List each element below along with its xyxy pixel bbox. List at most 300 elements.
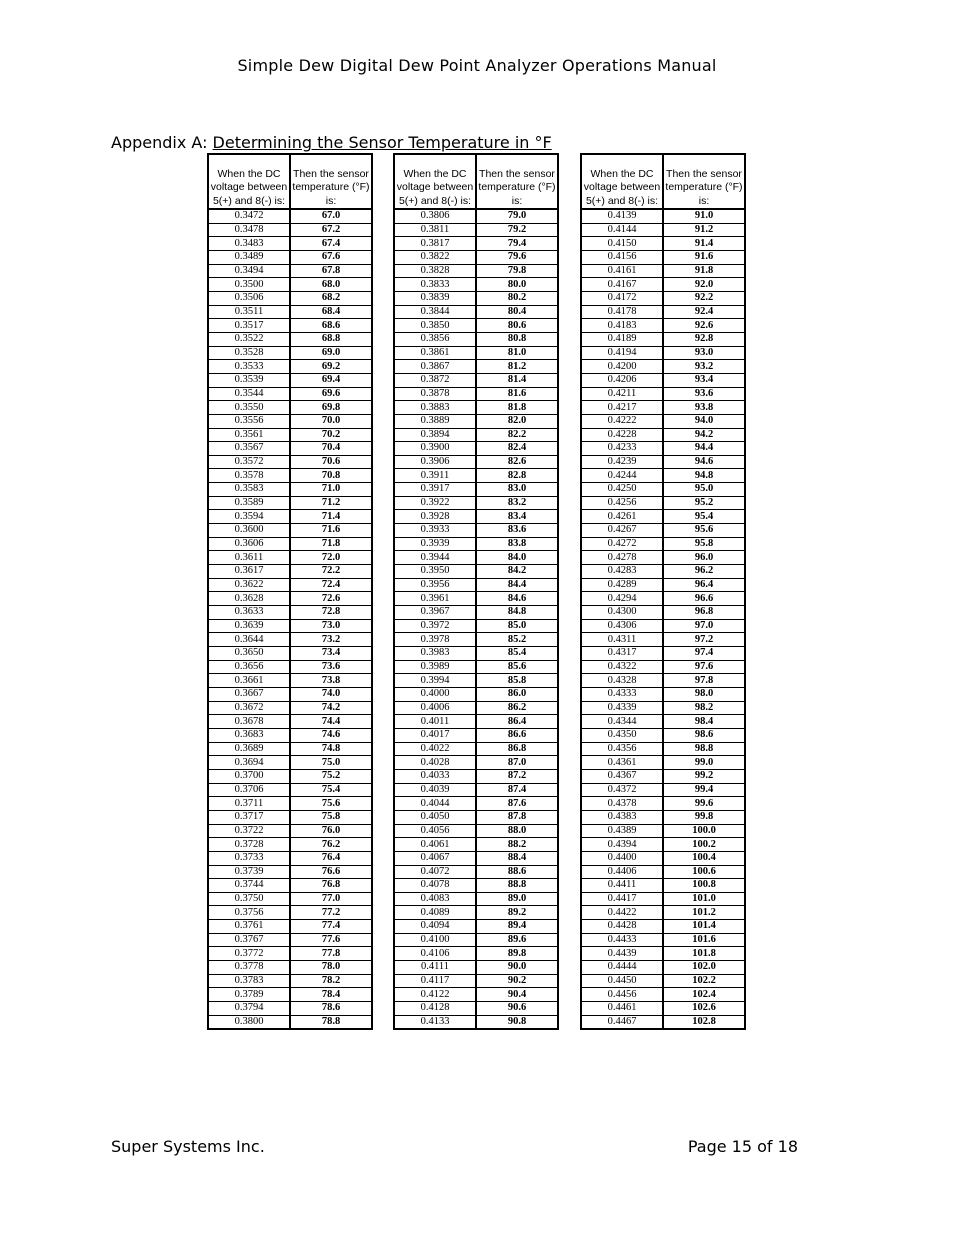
table-row <box>394 838 558 852</box>
voltage-cell: 0.4244 <box>581 469 663 483</box>
temperature-cell: 90.8 <box>476 1015 558 1029</box>
table-row <box>208 974 372 988</box>
voltage-cell: 0.4300 <box>581 606 663 620</box>
temperature-cell: 94.6 <box>663 455 745 469</box>
temperature-cell: 75.0 <box>290 756 372 770</box>
temperature-cell: 77.0 <box>290 892 372 906</box>
table-row <box>394 1015 558 1029</box>
voltage-cell: 0.3678 <box>208 715 290 729</box>
temperature-cell: 91.6 <box>663 250 745 264</box>
temperature-cell: 89.0 <box>476 892 558 906</box>
temperature-cell: 90.2 <box>476 974 558 988</box>
voltage-cell: 0.4222 <box>581 414 663 428</box>
table-row <box>394 879 558 893</box>
temperature-cell: 98.8 <box>663 742 745 756</box>
temperature-cell: 77.8 <box>290 947 372 961</box>
temperature-cell: 85.0 <box>476 619 558 633</box>
voltage-temp-table-3 <box>580 153 746 1030</box>
voltage-cell: 0.4411 <box>581 879 663 893</box>
table-row <box>208 551 372 565</box>
voltage-cell: 0.4194 <box>581 346 663 360</box>
table-row <box>394 988 558 1002</box>
voltage-cell: 0.3683 <box>208 728 290 742</box>
temperature-cell: 94.8 <box>663 469 745 483</box>
temperature-cell: 76.8 <box>290 879 372 893</box>
temperature-cell: 68.2 <box>290 291 372 305</box>
table-row <box>208 892 372 906</box>
table-row <box>581 606 745 620</box>
voltage-cell: 0.4139 <box>581 209 663 223</box>
voltage-cell: 0.4006 <box>394 701 476 715</box>
voltage-cell: 0.3994 <box>394 674 476 688</box>
temperature-cell: 77.4 <box>290 920 372 934</box>
temperature-cell: 86.8 <box>476 742 558 756</box>
table-row <box>208 797 372 811</box>
voltage-cell: 0.3494 <box>208 264 290 278</box>
temperature-cell: 80.6 <box>476 319 558 333</box>
table-row <box>581 947 745 961</box>
table-row <box>581 264 745 278</box>
voltage-cell: 0.3617 <box>208 565 290 579</box>
voltage-cell: 0.3728 <box>208 838 290 852</box>
voltage-cell: 0.4039 <box>394 783 476 797</box>
table-row <box>208 264 372 278</box>
table-row <box>581 319 745 333</box>
temperature-cell: 86.2 <box>476 701 558 715</box>
voltage-cell: 0.3733 <box>208 851 290 865</box>
table-row <box>394 797 558 811</box>
table-row <box>581 373 745 387</box>
voltage-cell: 0.3944 <box>394 551 476 565</box>
temperature-cell: 93.8 <box>663 401 745 415</box>
table-row <box>581 920 745 934</box>
table-row <box>581 305 745 319</box>
table-row <box>581 237 745 251</box>
voltage-cell: 0.4200 <box>581 360 663 374</box>
temperature-cell: 97.2 <box>663 633 745 647</box>
temperature-cell: 98.6 <box>663 728 745 742</box>
table-row <box>208 687 372 701</box>
temperature-cell: 82.4 <box>476 442 558 456</box>
voltage-cell: 0.3983 <box>394 647 476 661</box>
temperature-cell: 75.2 <box>290 769 372 783</box>
table-row <box>581 810 745 824</box>
voltage-cell: 0.4283 <box>581 565 663 579</box>
table-row <box>581 619 745 633</box>
voltage-cell: 0.4094 <box>394 920 476 934</box>
voltage-cell: 0.3917 <box>394 483 476 497</box>
table-row <box>394 455 558 469</box>
table-row <box>581 742 745 756</box>
temperature-column-header: Then the sensor temperature (°F) is: <box>663 154 745 209</box>
temperature-cell: 71.2 <box>290 496 372 510</box>
temperature-cell: 93.2 <box>663 360 745 374</box>
table-row <box>208 483 372 497</box>
temperature-cell: 68.6 <box>290 319 372 333</box>
temperature-cell: 69.6 <box>290 387 372 401</box>
temperature-cell: 91.8 <box>663 264 745 278</box>
table-row <box>394 906 558 920</box>
table-row <box>208 592 372 606</box>
temperature-cell: 81.6 <box>476 387 558 401</box>
temperature-cell: 99.6 <box>663 797 745 811</box>
temperature-cell: 96.8 <box>663 606 745 620</box>
voltage-cell: 0.4450 <box>581 974 663 988</box>
voltage-cell: 0.3672 <box>208 701 290 715</box>
table-row <box>208 237 372 251</box>
table-row <box>581 278 745 292</box>
voltage-cell: 0.4372 <box>581 783 663 797</box>
temperature-cell: 84.6 <box>476 592 558 606</box>
voltage-cell: 0.3961 <box>394 592 476 606</box>
voltage-cell: 0.4133 <box>394 1015 476 1029</box>
voltage-cell: 0.4311 <box>581 633 663 647</box>
voltage-cell: 0.3511 <box>208 305 290 319</box>
table-row <box>394 250 558 264</box>
voltage-cell: 0.3717 <box>208 810 290 824</box>
temperature-cell: 99.4 <box>663 783 745 797</box>
temperature-cell: 77.2 <box>290 906 372 920</box>
temperature-cell: 101.2 <box>663 906 745 920</box>
temperature-cell: 70.2 <box>290 428 372 442</box>
temperature-cell: 88.4 <box>476 851 558 865</box>
table-row <box>208 838 372 852</box>
voltage-cell: 0.3794 <box>208 1002 290 1016</box>
temperature-cell: 87.6 <box>476 797 558 811</box>
table-row <box>208 524 372 538</box>
temperature-cell: 77.6 <box>290 933 372 947</box>
voltage-cell: 0.4061 <box>394 838 476 852</box>
table-row <box>208 373 372 387</box>
table-row <box>394 687 558 701</box>
table-row <box>394 810 558 824</box>
voltage-cell: 0.3572 <box>208 455 290 469</box>
table-row <box>581 728 745 742</box>
voltage-cell: 0.4122 <box>394 988 476 1002</box>
table-row <box>581 291 745 305</box>
table-row <box>394 892 558 906</box>
voltage-cell: 0.3867 <box>394 360 476 374</box>
temperature-cell: 85.8 <box>476 674 558 688</box>
table-row <box>394 237 558 251</box>
temperature-cell: 95.6 <box>663 524 745 538</box>
voltage-cell: 0.3739 <box>208 865 290 879</box>
table-row <box>394 373 558 387</box>
footer-page-number: Page 15 of 18 <box>687 1137 798 1156</box>
voltage-cell: 0.4417 <box>581 892 663 906</box>
table-row <box>208 674 372 688</box>
table-row <box>581 387 745 401</box>
voltage-cell: 0.3822 <box>394 250 476 264</box>
temperature-cell: 97.6 <box>663 660 745 674</box>
table-row <box>581 674 745 688</box>
table-row <box>394 483 558 497</box>
temperature-cell: 100.4 <box>663 851 745 865</box>
voltage-cell: 0.3883 <box>394 401 476 415</box>
table-row <box>581 223 745 237</box>
voltage-cell: 0.4111 <box>394 961 476 975</box>
voltage-cell: 0.3711 <box>208 797 290 811</box>
table-row <box>581 824 745 838</box>
voltage-cell: 0.3589 <box>208 496 290 510</box>
temperature-cell: 102.4 <box>663 988 745 1002</box>
table-row <box>208 360 372 374</box>
temperature-cell: 75.4 <box>290 783 372 797</box>
temperature-cell: 97.0 <box>663 619 745 633</box>
table-row <box>581 988 745 1002</box>
temperature-cell: 87.8 <box>476 810 558 824</box>
voltage-cell: 0.3761 <box>208 920 290 934</box>
temperature-cell: 79.2 <box>476 223 558 237</box>
voltage-cell: 0.4217 <box>581 401 663 415</box>
table-row <box>394 278 558 292</box>
voltage-cell: 0.3656 <box>208 660 290 674</box>
table-row <box>581 428 745 442</box>
voltage-cell: 0.3778 <box>208 961 290 975</box>
voltage-temp-table-2 <box>393 153 559 1030</box>
temperature-cell: 101.0 <box>663 892 745 906</box>
voltage-cell: 0.4361 <box>581 756 663 770</box>
voltage-cell: 0.3978 <box>394 633 476 647</box>
voltage-cell: 0.4050 <box>394 810 476 824</box>
table-row <box>208 701 372 715</box>
table-row <box>208 988 372 1002</box>
table-row <box>581 360 745 374</box>
voltage-cell: 0.4383 <box>581 810 663 824</box>
temperature-cell: 92.2 <box>663 291 745 305</box>
table-row <box>394 565 558 579</box>
temperature-cell: 68.8 <box>290 332 372 346</box>
table-row <box>208 810 372 824</box>
temperature-cell: 89.2 <box>476 906 558 920</box>
voltage-cell: 0.4461 <box>581 1002 663 1016</box>
temperature-cell: 78.4 <box>290 988 372 1002</box>
temperature-cell: 102.6 <box>663 1002 745 1016</box>
temperature-cell: 102.2 <box>663 974 745 988</box>
table-row <box>581 414 745 428</box>
temperature-cell: 98.4 <box>663 715 745 729</box>
voltage-cell: 0.3806 <box>394 209 476 223</box>
voltage-cell: 0.4456 <box>581 988 663 1002</box>
temperature-cell: 74.0 <box>290 687 372 701</box>
temperature-cell: 87.0 <box>476 756 558 770</box>
table-row <box>394 428 558 442</box>
voltage-cell: 0.3583 <box>208 483 290 497</box>
voltage-cell: 0.4083 <box>394 892 476 906</box>
temperature-column-header: Then the sensor temperature (°F) is: <box>290 154 372 209</box>
table-row <box>208 619 372 633</box>
table-row <box>208 401 372 415</box>
temperature-cell: 71.6 <box>290 524 372 538</box>
voltage-cell: 0.3706 <box>208 783 290 797</box>
voltage-cell: 0.4289 <box>581 578 663 592</box>
table-row <box>581 209 745 223</box>
voltage-cell: 0.3661 <box>208 674 290 688</box>
temperature-cell: 100.8 <box>663 879 745 893</box>
voltage-cell: 0.3950 <box>394 565 476 579</box>
voltage-cell: 0.4128 <box>394 1002 476 1016</box>
table-row <box>394 742 558 756</box>
temperature-cell: 87.2 <box>476 769 558 783</box>
temperature-cell: 80.2 <box>476 291 558 305</box>
voltage-column-header: When the DC voltage between 5(+) and 8(-) is: <box>394 154 476 209</box>
table-row <box>581 879 745 893</box>
temperature-cell: 83.2 <box>476 496 558 510</box>
voltage-cell: 0.3622 <box>208 578 290 592</box>
voltage-cell: 0.3483 <box>208 237 290 251</box>
table-row <box>394 660 558 674</box>
temperature-cell: 89.8 <box>476 947 558 961</box>
temperature-cell: 97.4 <box>663 647 745 661</box>
voltage-cell: 0.3939 <box>394 537 476 551</box>
voltage-cell: 0.3544 <box>208 387 290 401</box>
table-row <box>208 961 372 975</box>
table-row <box>581 715 745 729</box>
voltage-column-header: When the DC voltage between 5(+) and 8(-) is: <box>581 154 663 209</box>
temperature-cell: 70.0 <box>290 414 372 428</box>
voltage-cell: 0.3989 <box>394 660 476 674</box>
temperature-cell: 83.4 <box>476 510 558 524</box>
voltage-cell: 0.4367 <box>581 769 663 783</box>
table-row <box>394 346 558 360</box>
voltage-cell: 0.3506 <box>208 291 290 305</box>
temperature-cell: 69.2 <box>290 360 372 374</box>
voltage-cell: 0.3528 <box>208 346 290 360</box>
voltage-temp-table-1 <box>207 153 373 1030</box>
table-row <box>208 291 372 305</box>
voltage-cell: 0.4344 <box>581 715 663 729</box>
temperature-cell: 89.4 <box>476 920 558 934</box>
temperature-cell: 67.2 <box>290 223 372 237</box>
table-row <box>394 414 558 428</box>
voltage-cell: 0.3906 <box>394 455 476 469</box>
temperature-cell: 89.6 <box>476 933 558 947</box>
voltage-cell: 0.3522 <box>208 332 290 346</box>
temperature-cell: 80.8 <box>476 332 558 346</box>
voltage-cell: 0.3878 <box>394 387 476 401</box>
temperature-cell: 95.4 <box>663 510 745 524</box>
temperature-cell: 72.0 <box>290 551 372 565</box>
temperature-cell: 74.4 <box>290 715 372 729</box>
temperature-cell: 86.4 <box>476 715 558 729</box>
voltage-cell: 0.3872 <box>394 373 476 387</box>
table-row <box>581 701 745 715</box>
voltage-cell: 0.4028 <box>394 756 476 770</box>
temperature-cell: 71.4 <box>290 510 372 524</box>
voltage-cell: 0.3489 <box>208 250 290 264</box>
voltage-cell: 0.4161 <box>581 264 663 278</box>
table-row <box>581 906 745 920</box>
temperature-cell: 102.0 <box>663 961 745 975</box>
temperature-cell: 72.6 <box>290 592 372 606</box>
temperature-cell: 95.0 <box>663 483 745 497</box>
temperature-cell: 95.8 <box>663 537 745 551</box>
voltage-cell: 0.4306 <box>581 619 663 633</box>
temperature-cell: 83.0 <box>476 483 558 497</box>
temperature-cell: 84.4 <box>476 578 558 592</box>
temperature-cell: 74.8 <box>290 742 372 756</box>
temperature-cell: 88.0 <box>476 824 558 838</box>
voltage-cell: 0.3556 <box>208 414 290 428</box>
voltage-cell: 0.4011 <box>394 715 476 729</box>
voltage-cell: 0.3833 <box>394 278 476 292</box>
voltage-cell: 0.4072 <box>394 865 476 879</box>
temperature-cell: 72.2 <box>290 565 372 579</box>
table-row <box>581 578 745 592</box>
table-row <box>581 865 745 879</box>
temperature-cell: 76.4 <box>290 851 372 865</box>
voltage-cell: 0.3856 <box>394 332 476 346</box>
voltage-cell: 0.3817 <box>394 237 476 251</box>
voltage-cell: 0.3689 <box>208 742 290 756</box>
voltage-cell: 0.4333 <box>581 687 663 701</box>
appendix-heading <box>111 133 552 152</box>
voltage-cell: 0.3650 <box>208 647 290 661</box>
table-row <box>208 742 372 756</box>
temperature-cell: 76.0 <box>290 824 372 838</box>
voltage-cell: 0.3844 <box>394 305 476 319</box>
voltage-cell: 0.4350 <box>581 728 663 742</box>
table-row <box>208 947 372 961</box>
temperature-cell: 67.8 <box>290 264 372 278</box>
voltage-cell: 0.3578 <box>208 469 290 483</box>
table-row <box>394 291 558 305</box>
table-row <box>394 537 558 551</box>
temperature-cell: 92.6 <box>663 319 745 333</box>
voltage-cell: 0.3783 <box>208 974 290 988</box>
voltage-cell: 0.4228 <box>581 428 663 442</box>
temperature-cell: 71.8 <box>290 537 372 551</box>
table-row <box>581 933 745 947</box>
temperature-cell: 79.8 <box>476 264 558 278</box>
table-row <box>581 633 745 647</box>
table-row <box>581 510 745 524</box>
temperature-cell: 73.0 <box>290 619 372 633</box>
temperature-cell: 83.8 <box>476 537 558 551</box>
temperature-cell: 84.2 <box>476 565 558 579</box>
table-row <box>208 906 372 920</box>
temperature-cell: 69.0 <box>290 346 372 360</box>
voltage-cell: 0.4261 <box>581 510 663 524</box>
temperature-cell: 81.2 <box>476 360 558 374</box>
voltage-cell: 0.3639 <box>208 619 290 633</box>
table-row <box>208 728 372 742</box>
temperature-cell: 100.6 <box>663 865 745 879</box>
table-row <box>208 851 372 865</box>
voltage-cell: 0.4211 <box>581 387 663 401</box>
voltage-cell: 0.4189 <box>581 332 663 346</box>
temperature-cell: 97.8 <box>663 674 745 688</box>
table-row <box>394 209 558 223</box>
table-row <box>208 469 372 483</box>
voltage-cell: 0.3972 <box>394 619 476 633</box>
voltage-cell: 0.3967 <box>394 606 476 620</box>
table-row <box>208 537 372 551</box>
temperature-cell: 85.4 <box>476 647 558 661</box>
table-row <box>581 1015 745 1029</box>
voltage-cell: 0.4106 <box>394 947 476 961</box>
voltage-cell: 0.3606 <box>208 537 290 551</box>
temperature-cell: 72.4 <box>290 578 372 592</box>
temperature-cell: 101.4 <box>663 920 745 934</box>
voltage-cell: 0.3811 <box>394 223 476 237</box>
temperature-cell: 84.0 <box>476 551 558 565</box>
table-row <box>394 974 558 988</box>
temperature-cell: 86.6 <box>476 728 558 742</box>
table-row <box>394 728 558 742</box>
table-row <box>394 633 558 647</box>
table-row <box>208 865 372 879</box>
